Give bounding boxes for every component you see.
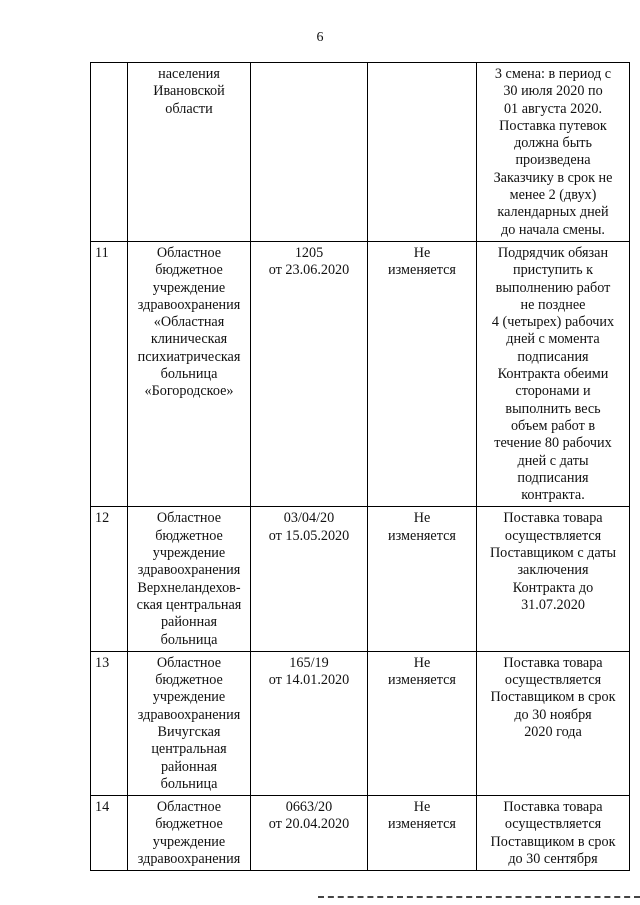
contract-cell: 0663/20 от 20.04.2020	[251, 796, 368, 871]
organization-cell: Областное бюджетное учреждение здравоохранения «Областная клиническая психиатрическая больница «Богородское»	[128, 241, 251, 506]
contract-cell: 165/19 от 14.01.2020	[251, 651, 368, 795]
terms-cell: Поставка товара осуществляется Поставщиком в срок до 30 ноября 2020 года	[477, 651, 630, 795]
contract-cell	[251, 63, 368, 242]
table-row	[91, 507, 630, 651]
table-row	[91, 651, 630, 795]
page-number: 6	[316, 30, 324, 45]
status-cell	[368, 63, 477, 242]
terms-cell: Поставка товара осуществляется Поставщиком в срок до 30 сентября	[477, 796, 630, 871]
organization-cell: Областное бюджетное учреждение здравоохранения	[128, 796, 251, 871]
status-cell: Не изменяется	[368, 651, 477, 795]
contracts-table	[90, 62, 630, 871]
organization-cell: населения Ивановской области	[128, 63, 251, 242]
row-number	[91, 63, 128, 242]
status-cell: Не изменяется	[368, 241, 477, 506]
table-row	[91, 63, 630, 242]
status-cell: Не изменяется	[368, 796, 477, 871]
footer-rule	[318, 896, 640, 898]
row-number: 12	[91, 507, 128, 651]
row-number: 11	[91, 241, 128, 506]
terms-cell: Поставка товара осуществляется Поставщиком с даты заключения Контракта до 31.07.2020	[477, 507, 630, 651]
terms-cell: 3 смена: в период с 30 июля 2020 по 01 августа 2020. Поставка путевок должна быть произведена Заказчику в срок не менее 2 (двух) календарных дней до начала смены.	[477, 63, 630, 242]
terms-cell: Подрядчик обязан приступить к выполнению работ не позднее 4 (четырех) рабочих дней с момента подписания Контракта обеими сторонами и выполнить весь объем работ в течение 80 рабочих дней с даты подписания контракта.	[477, 241, 630, 506]
organization-cell: Областное бюджетное учреждение здравоохранения Вичугская центральная районная больница	[128, 651, 251, 795]
table-row	[91, 241, 630, 506]
table-row	[91, 796, 630, 871]
status-cell: Не изменяется	[368, 507, 477, 651]
organization-cell: Областное бюджетное учреждение здравоохранения Верхнеландехов- ская центральная районная больница	[128, 507, 251, 651]
contract-cell: 03/04/20 от 15.05.2020	[251, 507, 368, 651]
contract-cell: 1205 от 23.06.2020	[251, 241, 368, 506]
row-number: 13	[91, 651, 128, 795]
row-number: 14	[91, 796, 128, 871]
